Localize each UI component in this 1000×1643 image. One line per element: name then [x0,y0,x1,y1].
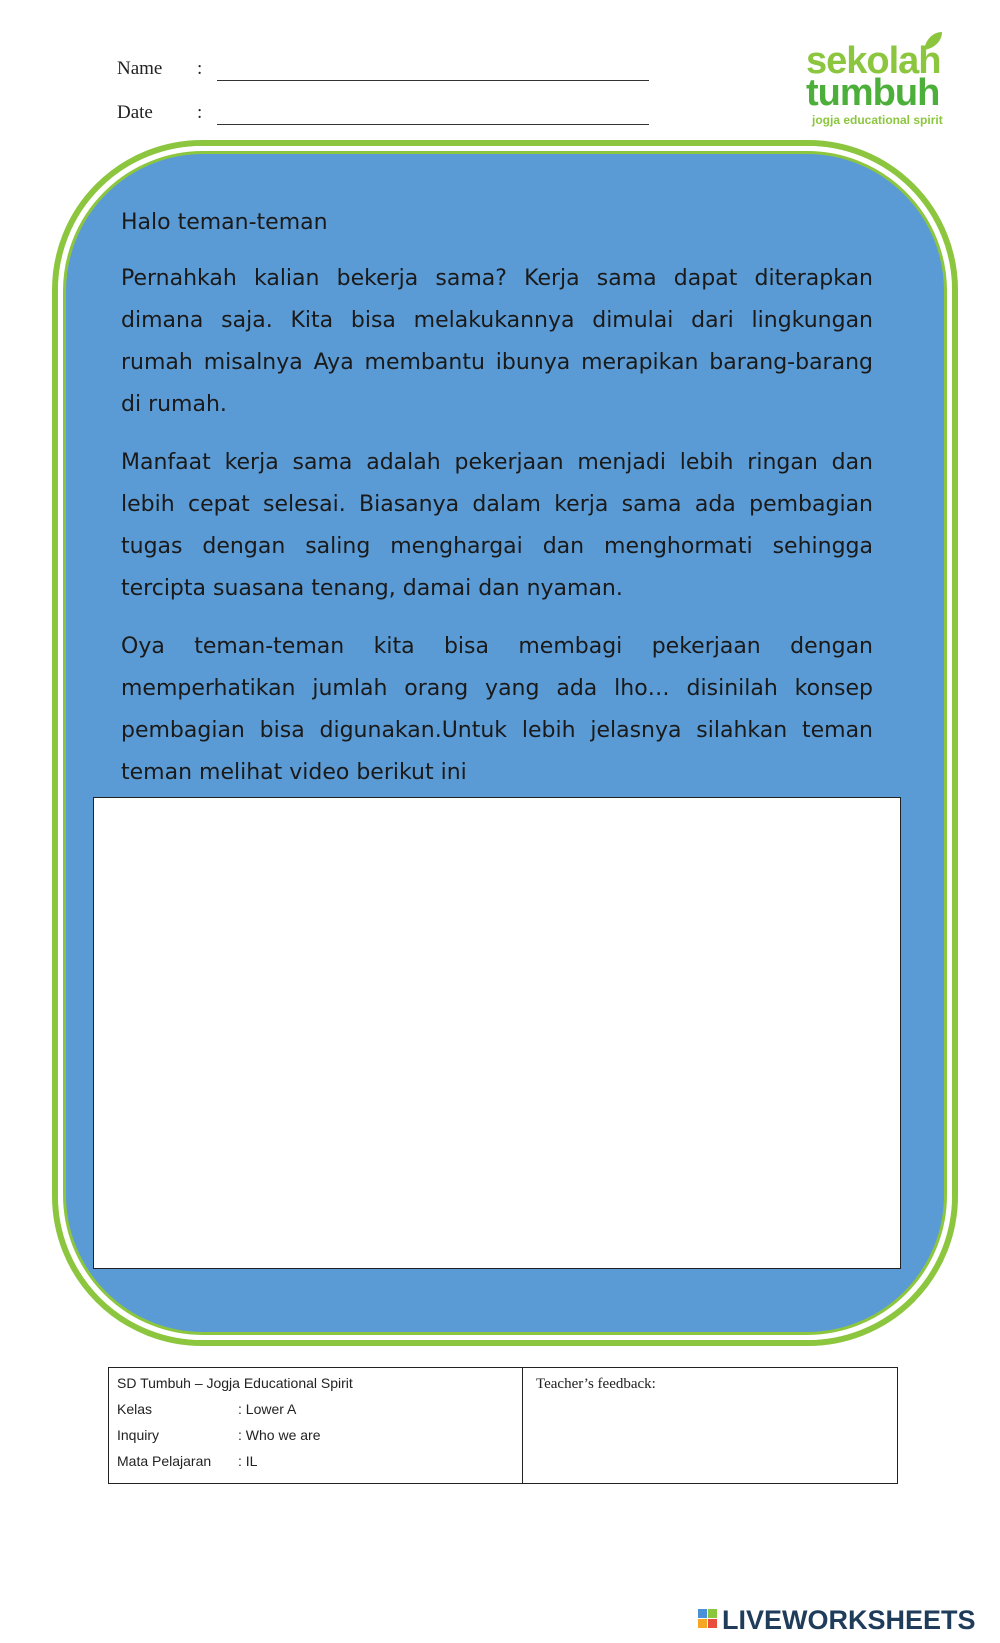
class-info [109,1368,523,1483]
reading-text [121,202,873,794]
logo-line2: tumbuh [806,72,940,114]
liveworksheets-brand: LIVEWORKSHEETS [722,1605,976,1635]
name-label: Name [117,58,163,79]
name-colon: : [197,58,203,79]
info-table [108,1367,898,1484]
greeting: Halo teman-teman [121,210,328,235]
teacher-feedback-label: Teacher’s feedback: [536,1376,656,1392]
mapel-label: Mata Pelajaran [117,1453,212,1469]
logo-line1: sekolah [806,40,941,82]
inquiry-label: Inquiry [117,1427,160,1443]
name-input-line[interactable] [217,80,649,81]
school-name: SD Tumbuh – Jogja Educational Spirit [117,1375,353,1391]
school-row [117,1375,353,1391]
kelas-label: Kelas [117,1401,153,1417]
paragraph-2: Manfaat kerja sama adalah pekerjaan menjadi lebih ringan dan lebih cepat selesai. Biasanya dalam kerja sama ada pembagian tugas dengan saling menghargai dan menghormati sehingga tercipta suasana tenang, damai dan nyaman. [121,450,873,601]
inquiry-value: : Who we are [238,1427,321,1443]
kelas-value: : Lower A [238,1401,297,1417]
mapel-value: : IL [238,1453,258,1469]
logo-square-icon [708,1609,717,1618]
logo-square-icon [708,1619,717,1628]
paragraph-3: Oya teman-teman kita bisa membagi pekerjaan dengan memperhatikan jumlah orang yang ada lho… disinilah konsep pembagian bisa digunakan.Untuk lebih jelasnya silahkan teman teman melihat video berikut ini [121,634,873,785]
logo-square-icon [698,1619,707,1628]
sekolah-tumbuh-logo [800,28,960,128]
date-input-line[interactable] [217,124,649,125]
paragraph-1: Pernahkah kalian bekerja sama? Kerja sama dapat diterapkan dimana saja. Kita bisa melakukannya dimulai dari lingkungan rumah misalnya Aya membantu ibunya merapikan barang-barang di rumah. [121,266,873,417]
date-colon: : [197,102,203,123]
logo-tagline: jogja educational spirit [812,113,943,127]
logo-square-icon [698,1609,707,1618]
video-placeholder[interactable] [93,797,901,1269]
date-label: Date [117,102,153,123]
